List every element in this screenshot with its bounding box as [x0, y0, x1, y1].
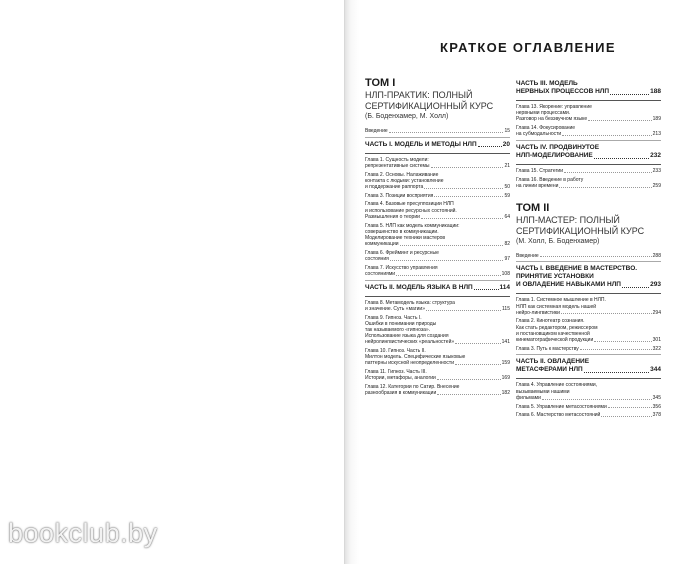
- dot-leader: [455, 364, 501, 365]
- chapter-entry: [365, 348, 510, 367]
- divider: [365, 137, 510, 138]
- dot-leader: [455, 343, 501, 344]
- intro-line: [516, 253, 661, 259]
- chapter-line: [365, 256, 510, 262]
- chapter-text: репрезентативные системы: [365, 162, 430, 169]
- chapter-line: [365, 193, 510, 199]
- chapter-line: [365, 339, 510, 345]
- page-number: 82: [504, 241, 510, 248]
- chapter-line: и постановщиком качественной: [516, 330, 590, 337]
- part-heading: [516, 265, 661, 291]
- chapter-line: [365, 214, 510, 220]
- chapter-entry: [365, 157, 510, 169]
- chapter-text: и поддержание раппорта: [365, 184, 424, 191]
- page-number: 50: [504, 184, 510, 191]
- dot-leader: [601, 416, 651, 417]
- page-number: 64: [504, 213, 510, 220]
- book-gutter: [345, 0, 359, 564]
- chapter-text: Разговор на безэвучном языке: [516, 116, 588, 123]
- page-number: 213: [652, 131, 661, 138]
- page-number: 108: [501, 270, 510, 277]
- chapter-line: Глава 8. Метамодель языка: структура: [365, 299, 455, 306]
- part-title-line: [516, 152, 661, 160]
- dot-leader: [594, 158, 649, 159]
- part-title-line: ПРИНЯТИЕ УСТАНОВКИ: [516, 273, 594, 281]
- chapter-line: [516, 412, 661, 418]
- chapter-entry: [516, 104, 661, 123]
- tom1-subtitle-line: СЕРТИФИКАЦИОННЫЙ КУРС: [365, 101, 494, 111]
- chapter-line: Глава 9. Гипноз. Часть I.: [365, 314, 422, 321]
- tom2-subtitle: [516, 215, 661, 237]
- dot-leader: [580, 349, 652, 350]
- part-heading: [365, 284, 510, 294]
- dot-leader: [437, 379, 501, 380]
- chapter-entry: [365, 265, 510, 277]
- page-number: 293: [650, 281, 661, 289]
- part-heading: [365, 141, 510, 151]
- page-number: 189: [652, 116, 661, 123]
- dot-leader: [426, 310, 501, 311]
- dot-leader: [396, 275, 501, 276]
- chapter-line: Как стать редактором, режиссером: [516, 324, 598, 331]
- chapter-text: состояниями: [365, 270, 396, 277]
- part-title-text: ЧАСТЬ II. МОДЕЛЬ ЯЗЫКА В НЛП: [365, 283, 473, 291]
- page-number: 294: [652, 309, 661, 316]
- chapter-line: [365, 375, 510, 381]
- chapter-entry: [365, 315, 510, 346]
- chapter-text: нейролингвистических «реальностей»: [365, 339, 455, 346]
- chapter-line: Использование языка для создания: [365, 333, 449, 340]
- dot-leader: [594, 341, 651, 342]
- chapter-line: Моделирование техники мастеров: [365, 234, 446, 241]
- watermark: bookclub.by: [8, 518, 158, 548]
- chapter-line: [516, 404, 661, 410]
- divider: [516, 354, 661, 355]
- page-number: 21: [504, 162, 510, 169]
- chapter-line: [516, 131, 661, 137]
- chapter-line: совершенство в коммуникации.: [365, 228, 439, 235]
- chapter-text: разнообразия в коммуникации: [365, 390, 437, 397]
- chapter-line: Глава 12. Категории по Сатир. Внесение: [365, 384, 460, 391]
- page-number: 20: [502, 140, 510, 148]
- dot-leader: [542, 399, 652, 400]
- chapter-line: Глава 6. Фрейминг и ресурсные: [365, 249, 439, 256]
- page-number: 378: [652, 412, 661, 419]
- dot-leader: [421, 218, 504, 219]
- chapter-line: Глава 11. Гипноз. Часть III.: [365, 369, 427, 376]
- page-number: 345: [652, 394, 661, 401]
- dot-leader: [389, 132, 504, 133]
- chapter-text: Глава 3. Позиции восприятия: [365, 192, 434, 199]
- chapter-entry: [365, 384, 510, 396]
- chapter-entry: [365, 300, 510, 312]
- page-number: 182: [501, 390, 510, 397]
- chapter-entry: [365, 172, 510, 191]
- chapter-line: [365, 390, 510, 396]
- part-title-line: [516, 281, 661, 289]
- page-number: 188: [650, 88, 661, 95]
- intro-entry: [365, 128, 510, 134]
- page-number: 59: [504, 192, 510, 199]
- page-number: 259: [652, 182, 661, 189]
- chapter-entry: [516, 125, 661, 137]
- part-rule: [516, 378, 661, 379]
- chapter-text: Глава 3. Путь к мастерству: [516, 345, 579, 352]
- chapter-line: [365, 306, 510, 312]
- dot-leader: [478, 146, 502, 147]
- intro-line: [365, 128, 510, 134]
- dot-leader: [562, 135, 651, 136]
- chapter-line: Глава 1. Системное мышление в НЛП.: [516, 297, 606, 304]
- part-heading: [516, 358, 661, 376]
- chapter-line: контакта с людьми: установление: [365, 177, 444, 184]
- intro-text: Введение: [365, 128, 388, 134]
- dot-leader: [559, 187, 651, 188]
- dot-leader: [622, 287, 649, 288]
- dot-leader: [608, 407, 652, 408]
- part-title-line: [365, 284, 510, 292]
- part-heading: [516, 144, 661, 162]
- chapter-text: кинематографической продукции: [516, 337, 594, 344]
- page-number: 233: [652, 168, 661, 175]
- toc-column-left: [365, 77, 510, 399]
- chapter-line: Глава 1. Сущность модели:: [365, 156, 429, 163]
- chapter-text: Размышления о теории: [365, 213, 420, 220]
- page-number: 97: [504, 256, 510, 263]
- page-number: 114: [499, 283, 510, 291]
- chapter-line: Милтон модель. Специфические языковые: [365, 354, 466, 361]
- chapter-entry: [516, 168, 661, 174]
- tom1-subtitle: [365, 90, 510, 112]
- divider: [516, 261, 661, 262]
- tom2-subtitle-line: НЛП-МАСТЕР: ПОЛНЫЙ: [516, 214, 620, 225]
- part-title-line: ЧАСТЬ IV. ПРОДВИНУТОЕ: [516, 144, 600, 152]
- part-rule: [516, 164, 661, 165]
- chapter-line: Глава 10. Гипноз. Часть II.: [365, 348, 426, 355]
- dot-leader: [437, 394, 500, 395]
- toc-column-right: [516, 77, 661, 421]
- chapter-line: Глава 7. Искусство управления: [365, 264, 438, 271]
- part-title-text: НЕРВНЫХ ПРОЦЕССОВ НЛП: [516, 88, 610, 95]
- page-number: 344: [650, 366, 661, 374]
- page-number: 232: [650, 152, 661, 160]
- chapter-text: паттерны искусной неопределенности: [365, 360, 455, 367]
- dot-leader: [390, 260, 504, 261]
- part-title-text: ЧАСТЬ I. МОДЕЛЬ И МЕТОДЫ НЛП: [365, 140, 477, 148]
- part-rule: [516, 100, 661, 101]
- chapter-line: [516, 395, 661, 401]
- tom1-subtitle-line: НЛП-ПРАКТИК: ПОЛНЫЙ: [365, 90, 473, 100]
- chapter-line: [516, 168, 661, 174]
- chapter-line: Глава 16. Введение в работу: [516, 176, 584, 183]
- part-title-text: И ОВЛАДЕНИЕ НАВЫКАМИ НЛП: [516, 281, 621, 289]
- page-number: 301: [652, 337, 661, 344]
- chapter-line: [516, 183, 661, 189]
- part-title-line: [365, 141, 510, 149]
- chapter-entry: [516, 297, 661, 316]
- part-title-line: ЧАСТЬ I. ВВЕДЕНИЕ В МАСТЕРСТВО.: [516, 265, 638, 273]
- intro-text: Введение: [516, 252, 539, 259]
- intro-entry: [516, 253, 661, 259]
- chapter-entry: [516, 412, 661, 418]
- chapter-text: фильмами: [516, 394, 541, 401]
- chapter-line: Глава 13. Якорение: управление: [516, 104, 592, 110]
- chapter-line: Глава 4. Управление состояниями,: [516, 382, 598, 389]
- chapter-entry: [365, 201, 510, 220]
- page-number: 159: [501, 360, 510, 367]
- page-number: 15: [504, 128, 510, 134]
- chapter-text: Глава 5. Управление метасостояниями: [516, 403, 607, 410]
- page-number: 115: [502, 305, 510, 312]
- part-title-line: ЧАСТЬ II. ОВЛАДЕНИЕ: [516, 358, 590, 366]
- chapter-line: НЛП как системная модель нашей: [516, 303, 597, 310]
- dot-leader: [434, 196, 503, 197]
- chapter-text: состояния: [365, 256, 389, 263]
- part-rule: [365, 296, 510, 297]
- dot-leader: [400, 245, 504, 246]
- chapter-line: вызываемыми нашими: [516, 388, 570, 395]
- part-title-line: [516, 366, 661, 374]
- tom1-authors: (Б. Боденхамер, М. Холл): [365, 113, 449, 120]
- dot-leader: [561, 313, 652, 314]
- dot-leader: [431, 167, 504, 168]
- chapter-entry: [516, 346, 661, 352]
- page-number: 169: [501, 375, 510, 382]
- part-heading: [516, 80, 661, 98]
- chapter-entry: [365, 250, 510, 262]
- chapter-entry: [365, 223, 510, 248]
- chapter-text: на линии времени: [516, 182, 559, 189]
- chapter-text: на субмодальности: [516, 131, 562, 138]
- tom2-authors: (М. Холл, Б. Боденхамер): [516, 237, 600, 245]
- chapter-line: Глава 2. Основы. Налаживание: [365, 171, 439, 178]
- part-rule: [516, 293, 661, 294]
- page-number: 141: [501, 339, 510, 346]
- page-number: 356: [652, 403, 661, 410]
- part-title-line: ЧАСТЬ III. МОДЕЛЬ: [516, 80, 578, 87]
- chapter-line: Глава 2. Кинотеатр сознания.: [516, 318, 585, 325]
- chapter-line: так называемого «гипноза».: [365, 326, 431, 333]
- chapter-text: нейро-лингвистики: [516, 309, 560, 316]
- chapter-line: [365, 241, 510, 247]
- chapter-text: и значение. Суть «магии»: [365, 305, 425, 312]
- chapter-text: коммуникации: [365, 241, 399, 248]
- dot-leader: [474, 289, 499, 290]
- chapter-line: Ошибки в понимании природы: [365, 320, 437, 327]
- dot-leader: [610, 94, 649, 95]
- part-title-text: МЕТАСФЕРАМИ НЛП: [516, 366, 583, 374]
- chapter-line: [516, 116, 661, 122]
- tom1-heading: ТОМ I: [365, 77, 396, 89]
- part-rule: [365, 153, 510, 154]
- chapter-line: [516, 337, 661, 343]
- chapter-line: Глава 4. Базовые пресуппозиции НЛП: [365, 201, 454, 208]
- divider: [365, 280, 510, 281]
- chapter-line: [365, 184, 510, 190]
- chapter-line: Глава 5. НЛП как модель коммуникации:: [365, 222, 460, 229]
- chapter-entry: [516, 404, 661, 410]
- page-title: КРАТКОЕ ОГЛАВЛЕНИЕ: [440, 40, 616, 55]
- chapter-line: [516, 346, 661, 352]
- chapter-line: [516, 310, 661, 316]
- chapter-entry: [365, 193, 510, 199]
- left-blank-page: [0, 0, 345, 564]
- chapter-line: [365, 271, 510, 277]
- dot-leader: [540, 256, 652, 257]
- dot-leader: [588, 120, 652, 121]
- chapter-text: Глава 15. Стратегии: [516, 168, 564, 175]
- chapter-entry: [516, 177, 661, 189]
- chapter-entry: [516, 318, 661, 343]
- dot-leader: [564, 172, 652, 173]
- chapter-line: [365, 360, 510, 366]
- chapter-entry: [365, 369, 510, 381]
- chapter-text: Истории, метафоры, аналогии: [365, 375, 436, 382]
- chapter-text: Глава 6. Мастерство метасостояний: [516, 412, 601, 419]
- divider: [516, 140, 661, 141]
- page-number: 288: [652, 252, 661, 259]
- chapter-line: и использование ресурсных состояний.: [365, 207, 457, 214]
- chapter-entry: [516, 382, 661, 401]
- dot-leader: [584, 372, 649, 373]
- page-number: 322: [652, 345, 661, 352]
- part-title-text: НЛП-МОДЕЛИРОВАНИЕ: [516, 152, 593, 160]
- chapter-line: нервными процессами.: [516, 110, 571, 117]
- dot-leader: [424, 188, 503, 189]
- chapter-line: Глава 14. Фокусирование: [516, 125, 576, 132]
- tom2-subtitle-line: СЕРТИФИКАЦИОННЫЙ КУРС: [516, 225, 645, 236]
- chapter-line: [365, 163, 510, 169]
- tom2-heading: ТОМ II: [516, 201, 550, 214]
- part-title-line: [516, 88, 661, 96]
